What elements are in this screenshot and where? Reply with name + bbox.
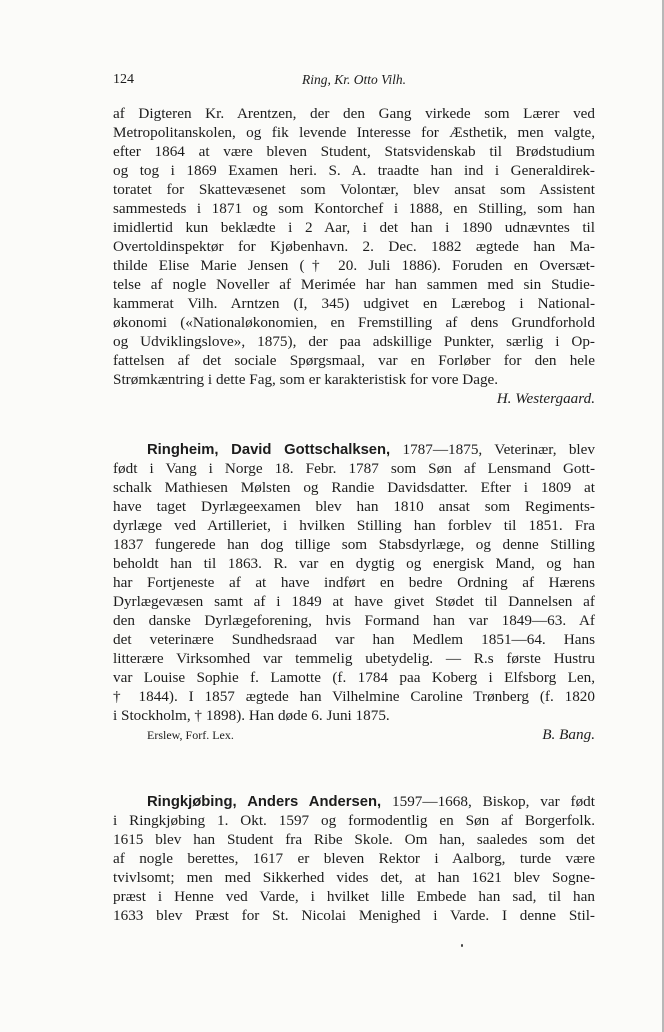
entry-name: Ringheim, David Gottschalksen, (147, 442, 391, 458)
text-line: præst i Henne ved Varde, i hvilket lille Embede han sad, til han (113, 888, 595, 905)
text-line: thilde Elise Marie Jensen († 20. Juli 1886). Foruden en Oversæt- (113, 257, 595, 274)
text-line: dyrlæge ved Artilleriet, i hvilken Stilling han forblev til 1851. Fra (113, 517, 595, 534)
source-row (113, 725, 595, 744)
text-line: det veterinære Sundhedsraad var han Medlem 1851—64. Hans (113, 631, 595, 648)
text-line: Dyrlægevæsen samt af i 1849 at have givet Stødet til Dannelsen af (113, 593, 595, 610)
text-line: schalk Mathiesen Mølsten og Randie Davidsdatter. Efter i 1809 at (113, 479, 595, 496)
entry-ring-continuation (113, 104, 595, 408)
text-line: Overtoldinspektør for Kjøbenhavn. 2. Dec. 1882 ægtede han Ma- (113, 238, 595, 255)
entry-first-line (113, 440, 595, 459)
text-line: sammesteds i 1871 og som Kontorchef i 1888, en Stilling, som han (113, 200, 595, 217)
text-line: toratet for Skattevæsenet som Volontær, blev ansat som Assistent (113, 181, 595, 198)
author-signature: H. Westergaard. (496, 390, 595, 407)
text-line: tvivlsomt; men med Sikkerhed vides det, at han 1621 blev Sogne- (113, 869, 595, 886)
text-line: kammerat Vilh. Arntzen (I, 345) udgivet en Lærebog i National- (113, 295, 595, 312)
entry-first-line (113, 792, 595, 811)
entry-dates: 1787—1875, Veterinær, blev (390, 441, 595, 458)
text-line: imidlertid kun beklædte i 2 Aar, i det han i 1890 udnævntes til (113, 219, 595, 236)
text-line: født i Vang i Norge 18. Febr. 1787 som Søn af Lensmand Gott- (113, 460, 595, 477)
author-signature: B. Bang. (542, 726, 595, 743)
text-line: var Louise Sophie f. Lamotte (f. 1784 paa Koberg i Elfsborg Len, (113, 669, 595, 686)
text-line: af Digteren Kr. Arentzen, der den Gang virkede som Lærer ved (113, 105, 595, 122)
source-reference: Erslew, Forf. Lex. (147, 728, 234, 742)
text-line: 1615 blev han Student fra Ribe Skole. Om han, saaledes som det (113, 831, 595, 848)
text-line: den danske Dyrlægeforening, hvis Formand han var 1849—63. Af (113, 612, 595, 629)
running-head: Ring, Kr. Otto Vilh. (301, 72, 406, 87)
text-line: i Ringkjøbing 1. Okt. 1597 og formodentlig en Søn af Borgerfolk. (113, 812, 595, 829)
entry-ringkjobing (113, 792, 595, 925)
text-line: 1633 blev Præst for St. Nicolai Menighed i Varde. I denne Stil- (113, 907, 595, 924)
text-line: og Udviklingslove», 1875), der paa adskillige Punkter, særlig i Op- (113, 333, 595, 350)
page-header (113, 72, 595, 94)
entry-name: Ringkjøbing, Anders Andersen, (147, 794, 382, 810)
text-line: † 1844). I 1857 ægtede han Vilhelmine Caroline Trønberg (f. 1820 (113, 688, 595, 705)
text-line: fattelsen af det sociale Spørgsmaal, var en Forløber for den hele (113, 352, 595, 369)
entry-dates: 1597—1668, Biskop, var født (381, 793, 595, 810)
text-line: litterære Virksomhed var temmelig ubetydelig. — R.s første Hustru (113, 650, 595, 667)
text-line: Metropolitanskolen, og fik levende Interesse for Æsthetik, men valgte, (113, 124, 595, 141)
text-line: 1837 fungerede han dog tillige som Stabsdyrlæge, og denne Stilling (113, 536, 595, 553)
text-line: har Fortjeneste af at have indført en bedre Ordning af Hærens (113, 574, 595, 591)
text-line: efter 1864 at være bleven Student, Statsvidenskab til Brødstudium (113, 143, 595, 160)
text-line-last: i Stockholm, † 1898). Han døde 6. Juni 1875. (113, 707, 390, 724)
page-number: 124 (113, 72, 134, 87)
text-line-last: Strømkæntring i dette Fag, som er karakteristisk for vore Dage. (113, 371, 499, 388)
ink-speck (461, 944, 463, 947)
entry-ringheim (113, 440, 595, 744)
text-line: økonomi («Nationaløkonomien, en Fremstilling af dens Grundforhold (113, 314, 595, 331)
text-line: telse af nogle Noveller af Merimée har han sammen med sin Studie- (113, 276, 595, 293)
text-line: og tog i 1869 Examen heri. S. A. traadte han ind i Generaldirek- (113, 162, 595, 179)
text-line: beholdt han til 1863. R. var en dygtig og energisk Mand, og han (113, 555, 595, 572)
text-line: af nogle berettes, 1617 er bleven Rektor i Aalborg, turde være (113, 850, 595, 867)
text-line: have taget Dyrlægeexamen blev han 1810 ansat som Regiments- (113, 498, 595, 515)
